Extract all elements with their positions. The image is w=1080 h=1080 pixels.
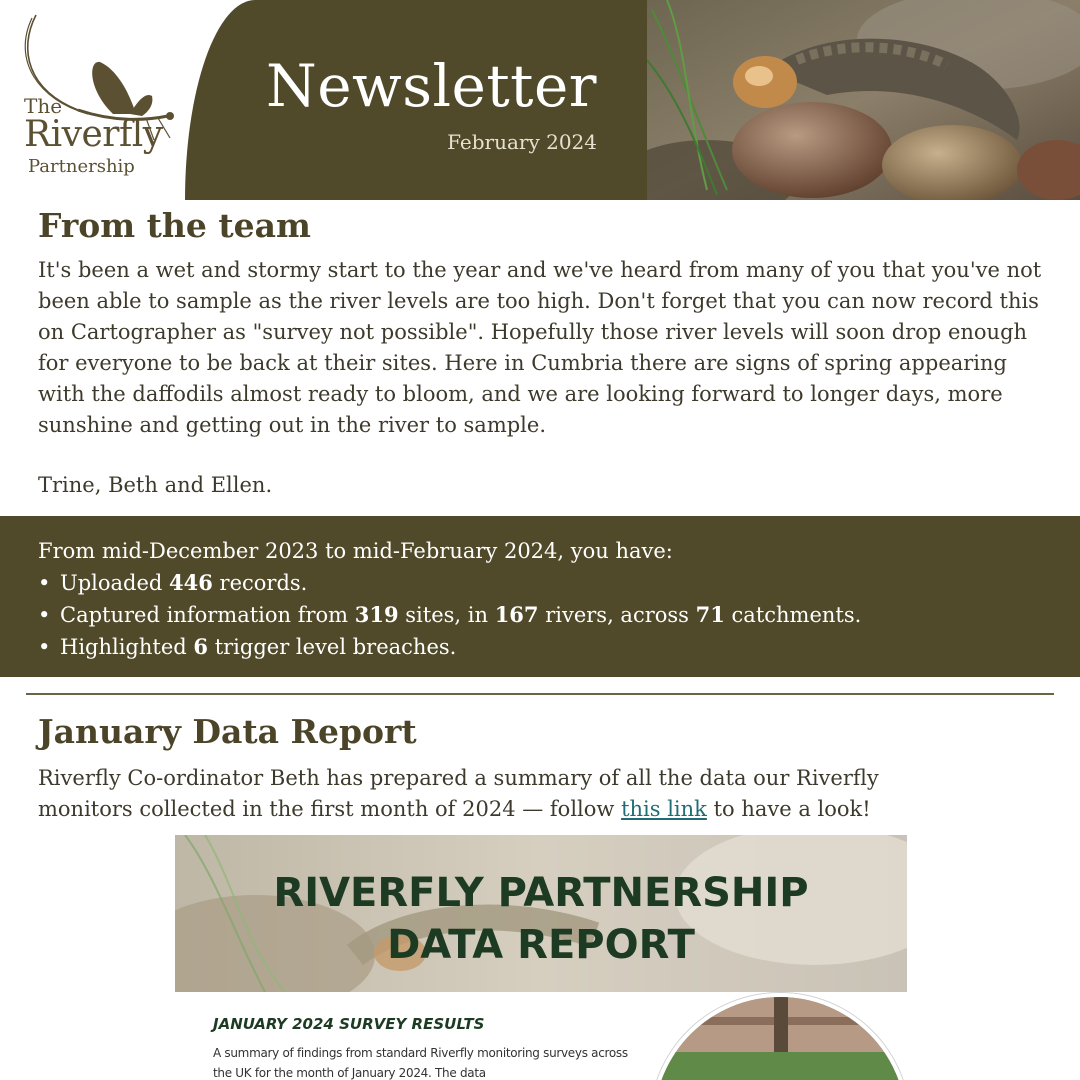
riverfly-partnership-logo[interactable] — [18, 10, 188, 190]
rivers-count: 167 — [494, 602, 539, 627]
report-title-line2: DATA REPORT — [387, 922, 695, 968]
from-the-team-heading: From the team — [38, 206, 311, 245]
newsletter-header — [0, 0, 1080, 200]
logo-text-the: The — [24, 94, 63, 118]
logo-text-riverfly: Riverfly — [24, 114, 163, 155]
records-count: 446 — [169, 570, 213, 595]
from-the-team-paragraph: It's been a wet and stormy start to the year and we've heard from many of you that you've not been able to sample as the river levels are too high. Don't forget that you can now record this on Cartographer as "survey not possible". Hopefully those river levels will soon drop enough for everyone to be back at their sites. Here in Cumbria there are signs of spring appearing with the daffodils almost ready to bloom, and we are looking forward to longer days, more sunshine and getting out in the river to sample. — [38, 258, 1042, 437]
catchments-count: 71 — [695, 602, 725, 627]
report-link[interactable]: this link — [621, 797, 707, 821]
title-banner — [185, 0, 647, 200]
stats-item-records: • Uploaded 446 records. — [38, 567, 1042, 599]
report-hero-banner — [175, 835, 907, 992]
breaches-count: 6 — [193, 634, 209, 659]
stats-item-sites: • Captured information from 319 sites, in 167 rivers, across 71 catchments. — [38, 599, 1042, 631]
january-report-heading: January Data Report — [38, 712, 417, 751]
sites-count: 319 — [354, 602, 399, 627]
newsletter-date: February 2024 — [447, 130, 597, 154]
stats-intro: From mid-December 2023 to mid-February 2024, you have: — [38, 539, 673, 563]
newsletter-title: Newsletter — [265, 52, 597, 120]
team-signoff: Trine, Beth and Ellen. — [38, 473, 273, 497]
section-divider — [26, 693, 1054, 695]
stats-item-breaches: • Highlighted 6 trigger level breaches. — [38, 631, 1042, 663]
report-subtitle: JANUARY 2024 SURVEY RESULTS — [213, 1015, 485, 1033]
caddisfly-larva-photo — [647, 0, 1080, 200]
logo-text-partnership: Partnership — [28, 156, 135, 177]
stats-summary-panel — [0, 516, 1080, 677]
january-report-paragraph: Riverfly Co-ordinator Beth has prepared a summary of all the data our Riverfly monitors collected in the first month of 2024 — follow this link to have a look! — [38, 766, 879, 821]
stats-list — [38, 567, 1042, 663]
report-description: A summary of findings from standard Riverfly monitoring surveys across the UK for the month of January 2024. The data — [213, 1046, 628, 1080]
data-report-preview-image[interactable] — [175, 835, 907, 1080]
report-circular-photo — [650, 993, 907, 1080]
report-title-line1: RIVERFLY PARTNERSHIP — [273, 870, 809, 916]
